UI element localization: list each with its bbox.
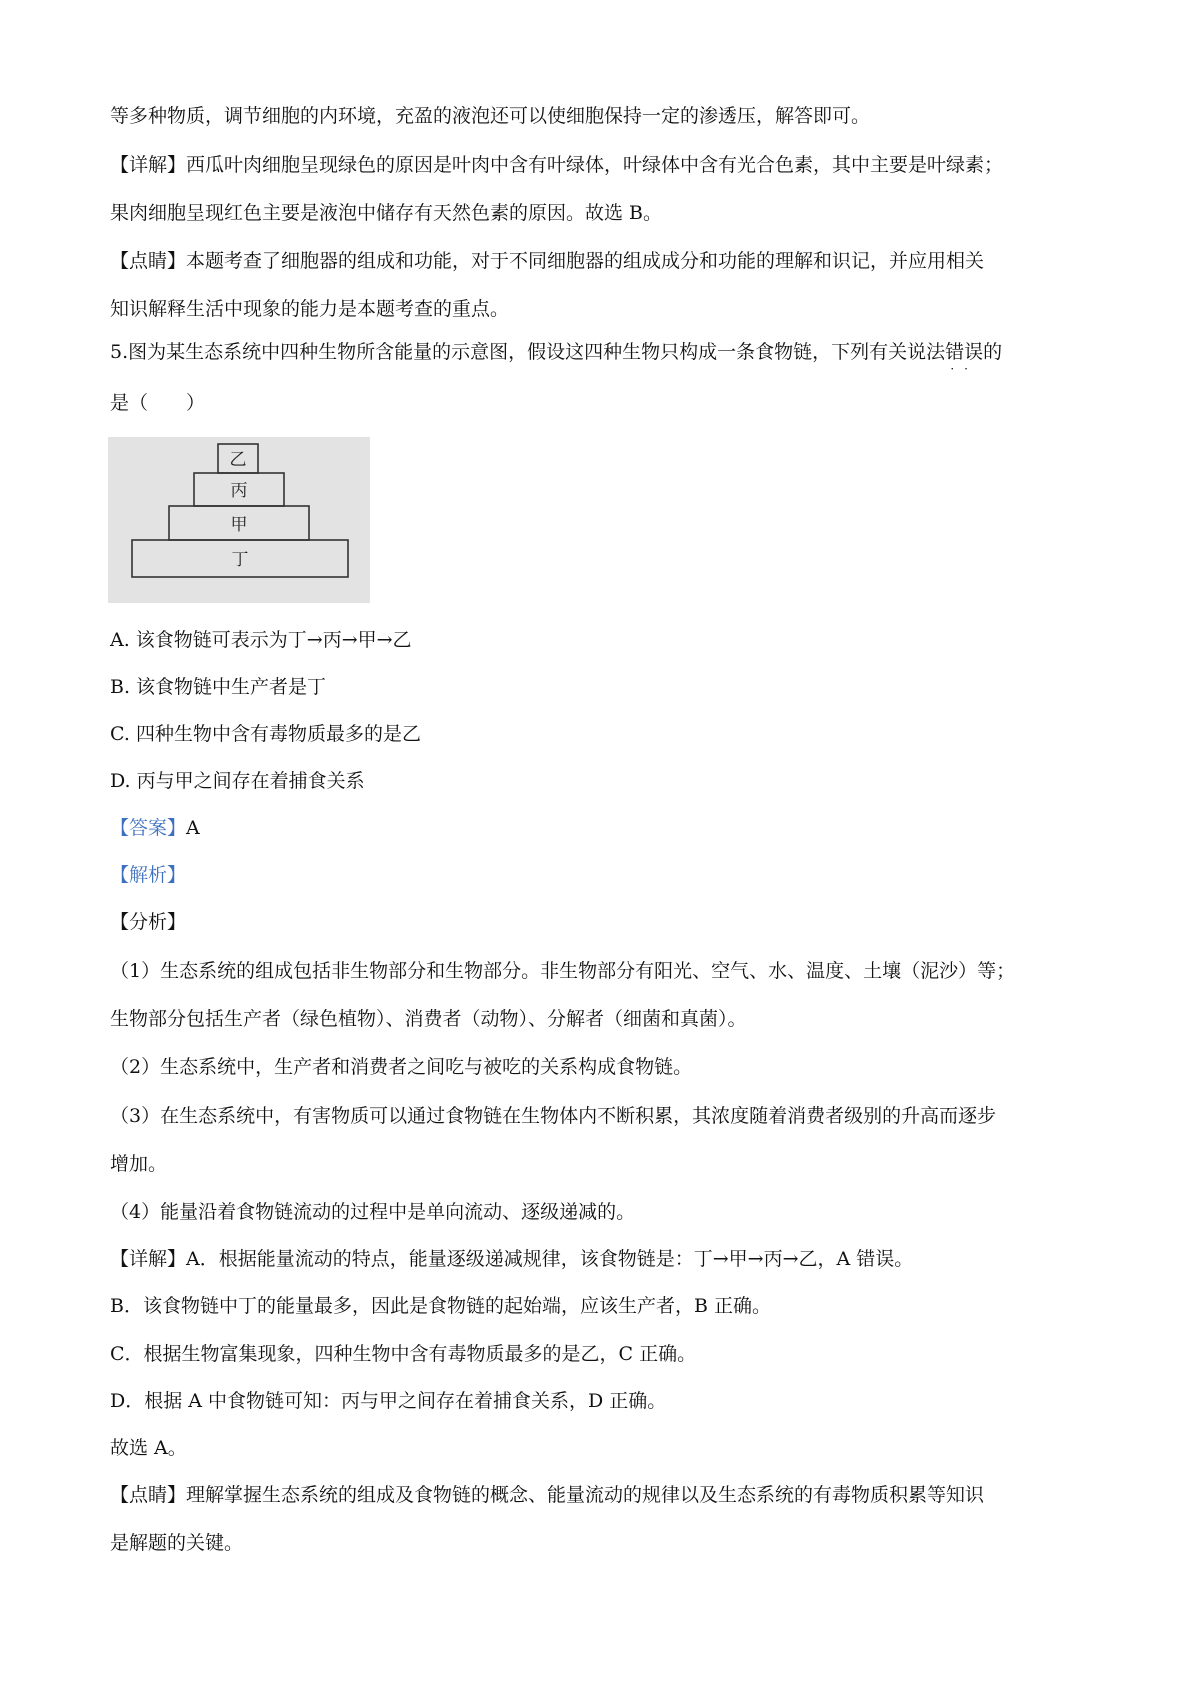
analysis-line: （2）生态系统中，生产者和消费者之间吃与被吃的关系构成食物链。 bbox=[110, 1056, 693, 1078]
analysis-line: （4）能量沿着食物链流动的过程中是单向流动、逐级递减的。 bbox=[110, 1201, 636, 1223]
analysis-line: D．根据 A 中食物链可知：丙与甲之间存在着捕食关系，D 正确。 bbox=[110, 1390, 667, 1412]
option-c: C. 四种生物中含有毒物质最多的是乙 bbox=[110, 723, 421, 745]
analysis-line: 【分析】 bbox=[110, 911, 187, 933]
analysis-line: C．根据生物富集现象，四种生物中含有毒物质最多的是乙，C 正确。 bbox=[110, 1343, 697, 1365]
pyramid-label: 丁 bbox=[231, 550, 249, 570]
text-line: 等多种物质，调节细胞的内环境，充盈的液泡还可以使细胞保持一定的渗透压，解答即可。 bbox=[110, 105, 871, 127]
analysis-line: 【详解】A．根据能量流动的特点，能量逐级递减规律，该食物链是：丁→甲→丙→乙，A 错误。 bbox=[110, 1248, 914, 1270]
text-line: 知识解释生活中现象的能力是本题考查的重点。 bbox=[110, 298, 510, 320]
answer-line bbox=[110, 815, 200, 841]
text-line: 果肉细胞呈现红色主要是液泡中储存有天然色素的原因。故选 B。 bbox=[110, 202, 663, 224]
analysis-line: 【点睛】理解掌握生态系统的组成及食物链的概念、能量流动的规律以及生态系统的有毒物质积累等知识 bbox=[110, 1484, 985, 1506]
pyramid-label: 乙 bbox=[229, 450, 247, 470]
analysis-line: （3）在生态系统中，有害物质可以通过食物链在生物体内不断积累，其浓度随着消费者级别的升高而逐步 bbox=[110, 1105, 997, 1127]
question-stem: 5.图为某生态系统中四种生物所含能量的示意图，假设这四种生物只构成一条食物链，下列有关说法错误 ·· 的 bbox=[110, 341, 1003, 376]
analysis-line: 生物部分包括生产者（绿色植物）、消费者（动物）、分解者（细菌和真菌）。 bbox=[110, 1008, 747, 1030]
option-b: B. 该食物链中生产者是丁 bbox=[110, 676, 327, 698]
energy-pyramid-figure bbox=[108, 437, 370, 603]
text-line: 【点睛】本题考查了细胞器的组成和功能，对于不同细胞器的组成成分和功能的理解和识记，并应用相关 bbox=[110, 250, 985, 272]
analysis-line: 增加。 bbox=[110, 1153, 168, 1175]
answer-value: A bbox=[186, 817, 200, 839]
analysis-line: （1）生态系统的组成包括非生物部分和生物部分。非生物部分有阳光、空气、水、温度、土壤（泥沙）等； bbox=[110, 960, 1016, 982]
analysis-line: B．该食物链中丁的能量最多，因此是食物链的起始端，应该生产者，B 正确。 bbox=[110, 1295, 771, 1317]
analysis-line: 故选 A。 bbox=[110, 1437, 187, 1459]
option-d: D. 丙与甲之间存在着捕食关系 bbox=[110, 770, 365, 792]
option-a: A. 该食物链可表示为丁→丙→甲→乙 bbox=[110, 629, 412, 651]
question-stem-cont: 是（ ） bbox=[110, 392, 206, 414]
emphasis-mark: 错误 ·· bbox=[945, 341, 984, 376]
pyramid-label: 丙 bbox=[230, 481, 248, 501]
analysis-line: 是解题的关键。 bbox=[110, 1532, 244, 1554]
analysis-label: 【解析】 bbox=[110, 864, 187, 886]
text-line: 【详解】西瓜叶肉细胞呈现绿色的原因是叶肉中含有叶绿体，叶绿体中含有光合色素，其中主要是叶绿素； bbox=[110, 154, 1004, 176]
pyramid-label: 甲 bbox=[230, 515, 248, 535]
answer-label: 【答案】 bbox=[110, 817, 187, 839]
